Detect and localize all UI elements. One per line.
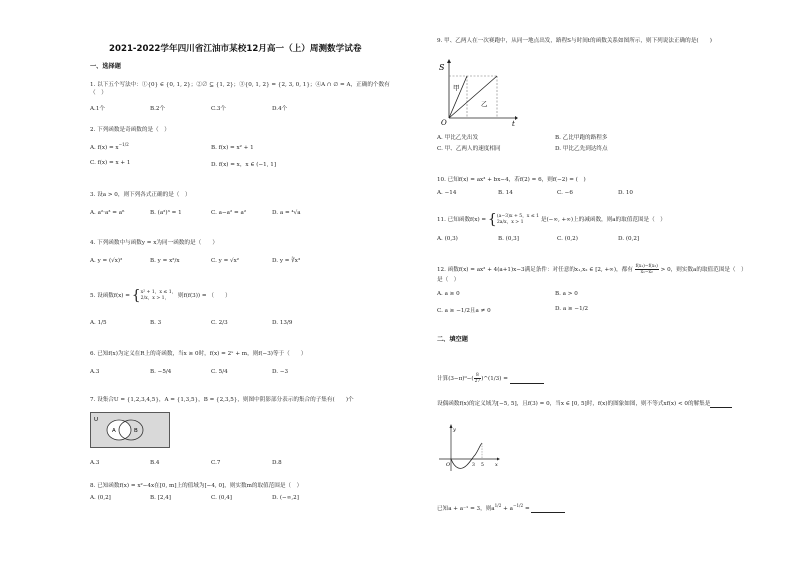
fill-13-stem: 计算(3−π)⁰−( $\frac{8}{27}$ )^(1/3) = <box>437 373 544 384</box>
fill-14-graph-label-5: 5 <box>481 463 484 468</box>
question-4-option-b: B. y = x²/x <box>150 258 180 264</box>
question-1-option-b: B.2个 <box>150 106 166 112</box>
question-5-option-c: C. 2/3 <box>211 320 228 326</box>
fill-14-graph-label-3: 3 <box>472 463 475 468</box>
question-11-option-a: A. (0,3) <box>437 236 458 242</box>
question-7-stem: 7. 设集合U = {1,2,3,4,5}，A = {1,3,5}，B = {2,3,5}，则图中阴影部分表示的集合的子集有( )个 <box>90 397 354 403</box>
question-2-option-c: C. f(x) = x + 1 <box>90 160 131 166</box>
question-1-option-d: D.4个 <box>272 106 288 112</box>
question-9-stem: 9. 甲、乙两人在一次赛跑中，从同一地点出发，路程S与时间t的函数关系如图所示，则下列说法正确的是( ) <box>437 38 712 44</box>
exam-title: 2021-2022学年四川省江油市某校12月高一（上）周测数学试卷 <box>109 44 362 54</box>
question-11-option-b: B. (0,3] <box>498 236 519 242</box>
race-graph-label-t: t <box>512 120 515 126</box>
fill-14-stem: 设偶函数f(x)的定义域为[−5, 5]，且f(3) = 0，当x ∈ [0, 5]时，f(x)的图象如图，则不等式xf(x) < 0的解集是 <box>437 401 732 408</box>
question-1-option-a: A.1个 <box>90 106 105 112</box>
question-8-option-b: B. [2,4] <box>150 495 171 501</box>
race-graph-label-s: S <box>439 63 445 72</box>
fill-14-graph-label-y: y <box>453 427 456 433</box>
question-8-stem: 8. 已知函数f(x) = x²−4x在[0, m]上的值域为[−4, 0]，则实数m的取值范围是（ ） <box>90 483 303 489</box>
venn-diagram <box>90 412 170 448</box>
question-9-option-a: A. 甲比乙先出发 <box>437 135 479 141</box>
question-10-option-b: B. 14 <box>498 190 513 196</box>
question-9-option-c: C. 甲、乙两人的速度相同 <box>437 146 501 152</box>
question-2-option-a: A. $f(x) = x^{-1/2}$ <box>90 142 129 151</box>
question-6-option-d: D. −3 <box>272 369 289 375</box>
question-2-option-b: B. f(x) = x² + 1 <box>211 145 254 151</box>
fill-14-graph-label-o: O <box>446 462 451 468</box>
race-graph-yi-line <box>449 76 497 118</box>
question-1-option-c: C.3个 <box>211 106 227 112</box>
fill-14-graph-label-x: x <box>495 462 498 468</box>
question-5-option-a: A. 1/5 <box>90 320 107 326</box>
question-6-option-a: A.3 <box>90 369 100 375</box>
question-8-option-a: A. (0,2] <box>90 495 111 501</box>
race-graph-s-arrow <box>447 59 451 63</box>
question-7-option-d: D.8 <box>272 460 282 466</box>
race-graph-t-arrow <box>515 116 518 120</box>
question-12-stem-tail: 是（ ） <box>437 277 460 283</box>
fill-15-answer-blank[interactable] <box>531 506 565 513</box>
question-10-option-c: C. −6 <box>557 190 573 196</box>
question-11-option-c: C. (0,2) <box>557 236 578 242</box>
fill-14-graph-curve <box>451 443 482 468</box>
question-4-option-c: C. y = √x² <box>211 258 240 264</box>
race-graph <box>437 58 519 126</box>
question-8-option-c: C. (0,4] <box>211 495 232 501</box>
question-7-option-b: B.4 <box>150 460 160 466</box>
section-choice-heading: 一、选择题 <box>90 63 121 70</box>
question-5-stem: 5. 设函数f(x) = { x² + 1，x ≤ 1， 2/x，x > 1， 则f(f(3)) = （ ） <box>90 287 231 304</box>
question-10-option-a: A. −14 <box>437 190 457 196</box>
question-1-stem: 1. 以下五个写法中：①{0} ∈ {0, 1, 2}；②∅ ⊆ {1, 2}；③{0, 1, 2} = {2, 3, 0, 1}；④A ∩ ∅ = A，正确的个数有 <box>90 82 390 88</box>
question-10-option-d: D. 10 <box>618 190 633 196</box>
question-12-option-a: A. a ≥ 0 <box>437 291 460 297</box>
question-12-option-c: C. a ≥ −1/2且a ≠ 0 <box>437 308 491 314</box>
question-6-stem: 6. 已知f(x)为定义在R上的奇函数，当x ≥ 0时，f(x) = 2ˣ + m，则f(−3)等于（ ） <box>90 351 307 357</box>
question-4-option-d: D. y = ∛x³ <box>272 258 301 264</box>
question-12-option-d: D. a ≥ −1/2 <box>555 306 589 312</box>
fill-13-answer-blank[interactable] <box>510 377 544 384</box>
fill-14-answer-blank[interactable] <box>710 401 732 408</box>
question-5-option-b: B. 3 <box>150 320 162 326</box>
question-6-option-b: B. −5/4 <box>150 369 172 375</box>
race-graph-jia-line <box>449 76 467 118</box>
question-4-option-a: A. y = (√x)² <box>90 258 123 264</box>
question-2-option-d: D. f(x) = x，x ∈ (−1, 1] <box>211 162 276 168</box>
fill-14-graph-x-arrow <box>497 458 500 461</box>
race-graph-label-jia: 甲 <box>453 84 460 92</box>
section-fill-heading: 二、填空题 <box>437 336 468 343</box>
question-3-option-a: A. a²·a³ = a⁶ <box>90 210 125 216</box>
question-7-option-a: A.3 <box>90 460 100 466</box>
question-9-option-d: D. 甲比乙先到达终点 <box>555 146 608 152</box>
fill-14-graph <box>437 423 501 473</box>
venn-label-u: U <box>94 417 99 423</box>
fill-15-stem: 已知a + a⁻¹ = 3，则$a^{1/2} + a^{-1/2}$ = <box>437 506 565 513</box>
question-3-option-b: B. (a²)³ = 1 <box>150 210 182 216</box>
venn-label-a: A <box>112 428 116 434</box>
question-8-option-d: D. (−∞,2] <box>272 495 299 501</box>
question-11-option-d: D. (0,2] <box>618 236 640 242</box>
race-graph-label-o: O <box>441 119 447 126</box>
venn-label-b: B <box>134 428 138 434</box>
question-12-option-b: B. a > 0 <box>555 291 578 297</box>
race-graph-label-yi: 乙 <box>481 100 488 108</box>
question-9-option-b: B. 乙比甲跑的路程多 <box>555 135 608 141</box>
question-3-option-d: D. a = ⁴√a <box>272 210 301 216</box>
question-3-option-c: C. a−a² = a² <box>211 210 247 216</box>
question-1-stem-tail: （ ） <box>90 90 107 96</box>
question-11-stem: 11. 已知函数f(x) = { (a−3)x + 5，x ≤ 1 2a/x，x > 1 是(−∞, +∞)上的减函数，则a的取值范围是（ ） <box>437 211 666 228</box>
question-10-stem: 10. 已知f(x) = ax³ + bx−4，若f(2) = 6，则f(−2) = ( ) <box>437 177 586 183</box>
question-3-stem: 3. 设a > 0，则下列各式正确的是（ ） <box>90 192 191 198</box>
question-6-option-c: C. 5/4 <box>211 369 228 375</box>
question-7-option-c: C.7 <box>211 460 221 466</box>
question-5-option-d: D. 13/9 <box>272 320 293 326</box>
question-4-stem: 4. 下列函数中与函数y = x为同一函数的是（ ） <box>90 240 218 246</box>
question-12-stem: 12. 函数f(x) = ax² + 4(a+1)x−3满足条件：对任意的x₁,x₂ ∈ [2, +∞)，都有 $\frac{\text{f(x₁)−f(x₂)}}{\text{x₁−x₂}}$ > 0，则实数a的取值范围是（ ） <box>437 264 747 275</box>
question-2-stem: 2. 下列函数是奇函数的是（ ） <box>90 127 170 133</box>
